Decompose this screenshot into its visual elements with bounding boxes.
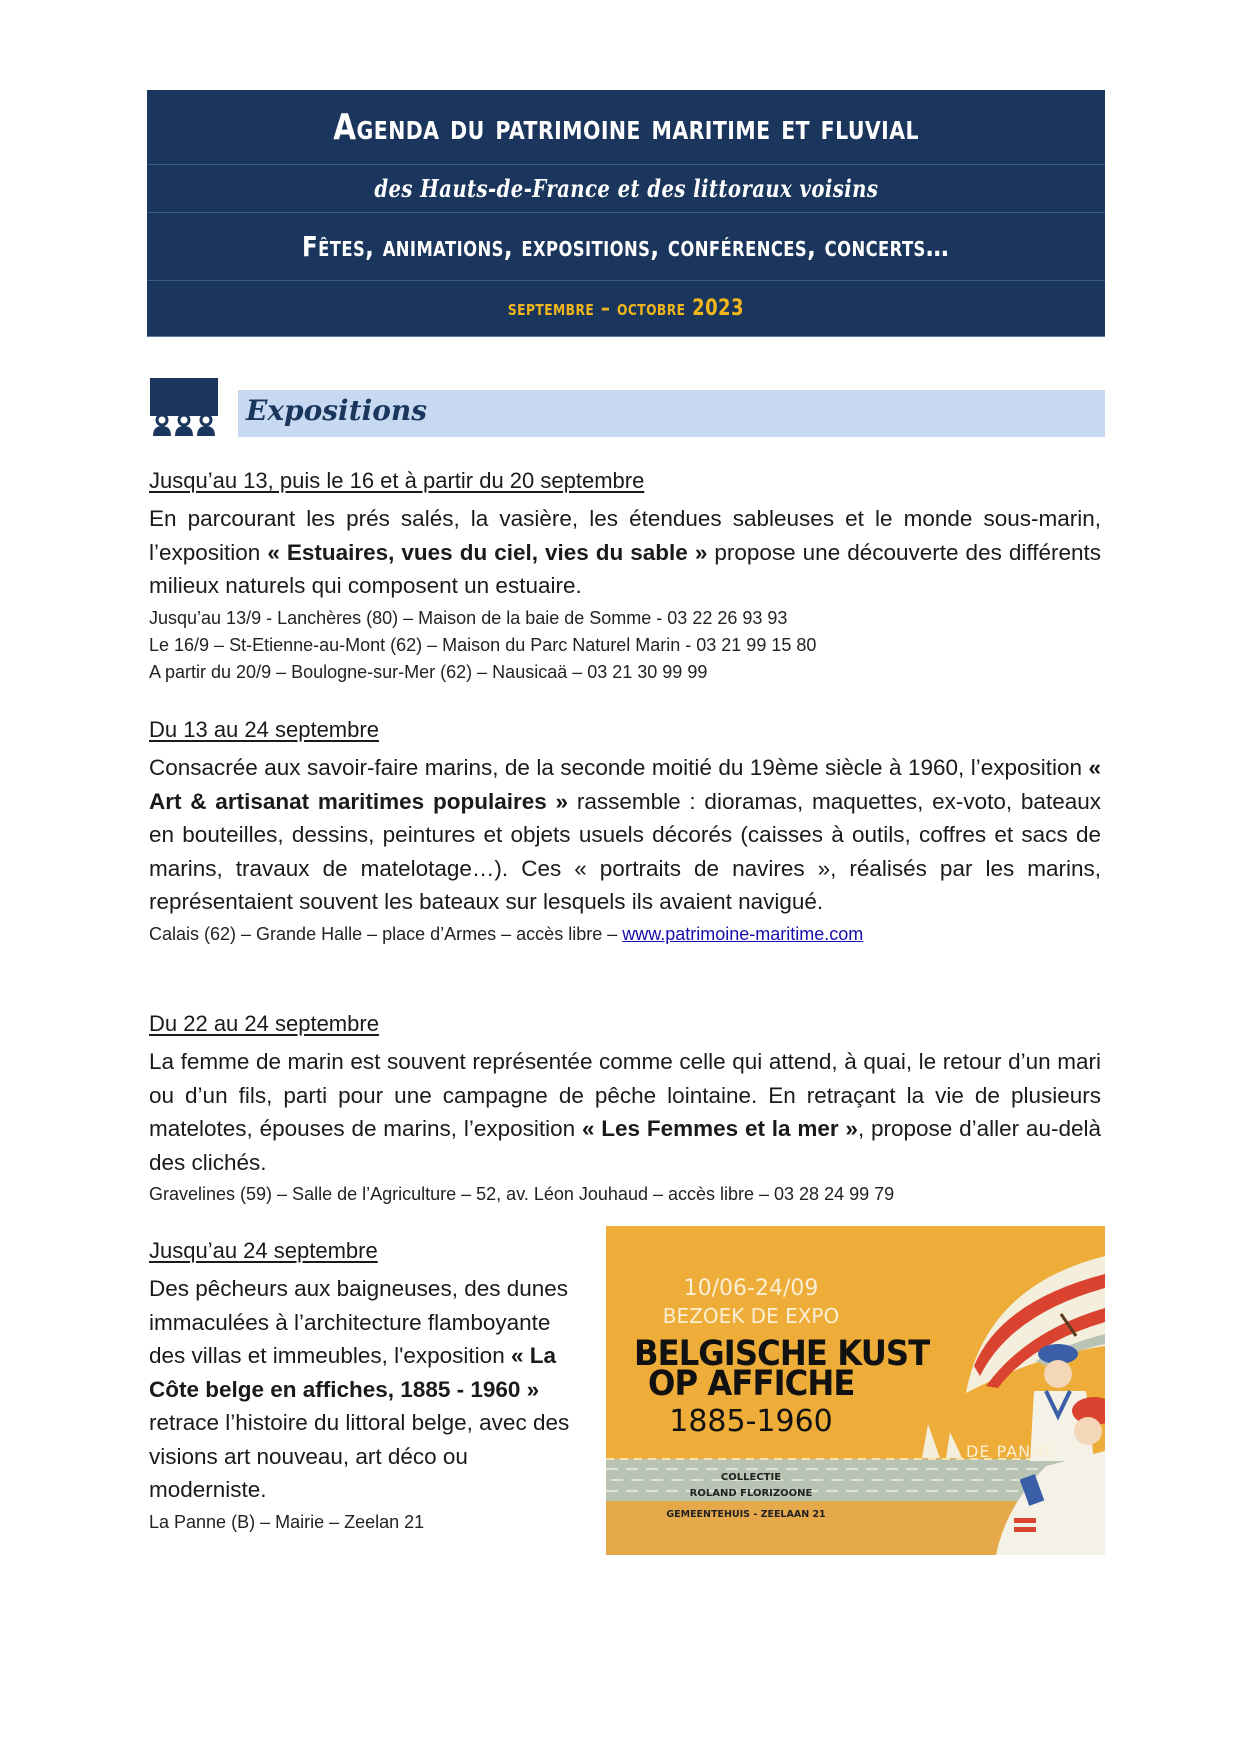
description-text: Consacrée aux savoir-faire marins, de la seconde moitié du 19ème siècle à 1960, l’exposition <box>149 755 1089 780</box>
event-art-artisanat <box>149 715 1101 948</box>
event-info <box>149 1509 589 1536</box>
exhibition-title: « Les Femmes et la mer » <box>581 1116 858 1141</box>
event-info <box>149 605 1101 686</box>
website-link[interactable]: www.patrimoine-maritime.com <box>622 923 864 944</box>
exhibition-title: « La Côte belge en affiches, 1885 - 1960 » <box>149 1343 556 1402</box>
event-info <box>149 1181 1101 1208</box>
description-text: La femme de marin est souvent représentée comme celle qui attend, à quai, le retour d’un mari ou d’un fils, parti pour une campagne de pêche lointaine. En retraçant la vie de plusieurs matelotes, épouses de marins, l’exposition <box>149 1049 1101 1141</box>
exhibition-title: « Art & artisanat maritimes populaires » <box>149 755 1101 814</box>
poster-address: GEMEENTEHUIS - ZEELAAN 21 <box>666 1509 826 1520</box>
description-text: rassemble : dioramas, maquettes, ex-voto, bateaux en bouteilles, dessins, peintures et objets usuels décorés (caisses à outils, coffres et sacs de marins, travaux de matelotage…). Ces « portraits de navires », réalisés par les marins, représentaient souvent les bateaux sur lesquels ils avaient navigué. <box>149 788 1101 914</box>
event-date: Jusqu’au 13, puis le 16 et à partir du 20 septembre <box>149 468 645 493</box>
event-description <box>149 502 1101 603</box>
description-text: retrace l’histoire du littoral belge, avec des visions art nouveau, art déco ou moderniste. <box>149 1410 570 1502</box>
venue-line: Jusqu’au 13/9 - Lanchères (80) – Maison de la baie de Somme - 03 22 26 93 93 <box>149 607 788 628</box>
poster-collector: ROLAND FLORIZOONE <box>689 1488 813 1499</box>
poster-collection: COLLECTIE <box>720 1472 782 1483</box>
poster-dates: 10/06-24/09 <box>683 1276 819 1301</box>
description-text: Des pêcheurs aux baigneuses, des dunes immaculées à l’architecture flamboyante des villas et immeubles, l'exposition <box>149 1276 569 1368</box>
event-femmes-mer <box>149 1009 1101 1208</box>
agenda-header <box>147 90 1105 336</box>
event-date: Jusqu’au 24 septembre <box>149 1238 378 1263</box>
description-text: En parcourant les prés salés, la vasière, les étendues sableuses et le monde sous-marin, l’exposition <box>149 506 1101 565</box>
event-description <box>149 1272 589 1507</box>
header-period: septembre – octobre 2023 <box>507 296 745 321</box>
poster-title-line2: OP AFFICHE <box>648 1364 855 1404</box>
event-description <box>149 1045 1101 1179</box>
header-title: Agenda du patrimoine maritime et fluvial <box>333 106 919 148</box>
event-cote-belge <box>149 1236 589 1536</box>
poster-years: 1885-1960 <box>669 1404 833 1439</box>
venue-line: Le 16/9 – St-Etienne-au-Mont (62) – Maison du Parc Naturel Marin - 03 21 99 15 80 <box>149 634 817 655</box>
description-text: propose une découverte des différents milieux naturels qui composent un estuaire. <box>149 539 1101 598</box>
venue-line: A partir du 20/9 – Boulogne-sur-Mer (62) – Nausicaä – 03 21 30 99 99 <box>149 661 708 682</box>
header-categories-row <box>147 213 1105 281</box>
section-header-band <box>238 390 1105 437</box>
venue-line: Calais (62) – Grande Halle – place d’Armes – accès libre – <box>149 923 623 944</box>
event-info <box>149 921 1101 948</box>
event-description <box>149 751 1101 919</box>
audience-screen-icon <box>150 378 218 436</box>
poster-visit: BEZOEK DE EXPO <box>662 1304 840 1328</box>
poster-title-line1: BELGISCHE KUST <box>634 1334 930 1374</box>
poster-town: DE PANNE <box>966 1442 1056 1461</box>
event-date: Du 22 au 24 septembre <box>149 1011 379 1036</box>
venue-line: Gravelines (59) – Salle de l’Agriculture – 52, av. Léon Jouhaud – accès libre – 03 28 24 99 79 <box>149 1184 895 1204</box>
exhibition-title: « Estuaires, vues du ciel, vies du sable » <box>267 539 708 565</box>
event-date: Du 13 au 24 septembre <box>149 717 379 742</box>
venue-line: La Panne (B) – Mairie – Zeelan 21 <box>149 1511 425 1532</box>
exhibition-poster-image <box>606 1226 1105 1555</box>
header-subtitle: des Hauts-de-France et des littoraux voisins <box>373 174 879 203</box>
header-categories: Fêtes, animations, expositions, conférences, concerts… <box>302 230 950 263</box>
event-estuaires <box>149 466 1101 686</box>
description-text: , propose d’aller au-delà des clichés. <box>149 1116 1101 1175</box>
header-title-row <box>147 90 1105 165</box>
header-subtitle-row <box>147 165 1105 213</box>
header-period-row <box>147 281 1105 336</box>
section-title: Expositions <box>246 394 428 427</box>
